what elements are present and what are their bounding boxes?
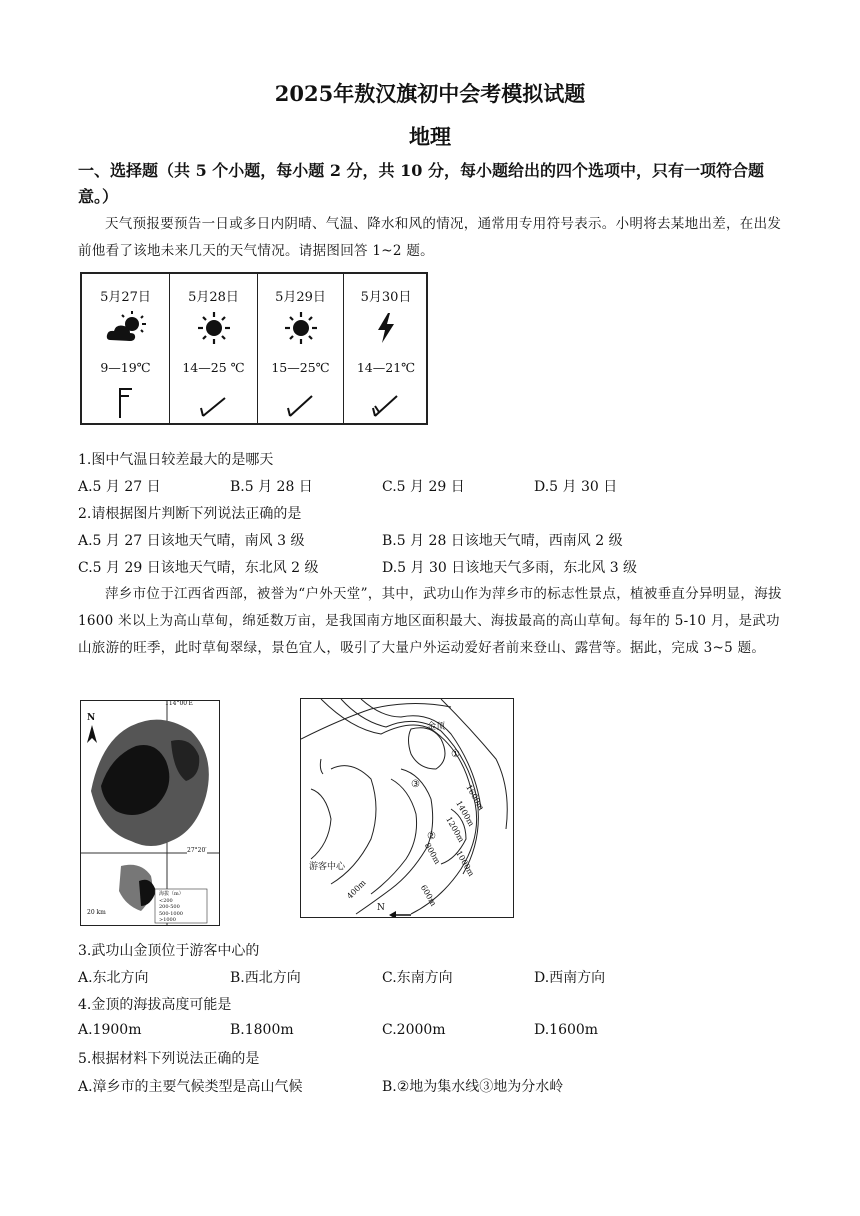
legend-title: 海拔（m）: [159, 891, 184, 897]
contour-label: 1600m: [464, 783, 486, 812]
q1-option-a[interactable]: A.5 月 27 日: [78, 479, 161, 495]
subject-title: 地理: [409, 124, 451, 149]
question-1: 1.图中气温日较差最大的是哪天: [78, 452, 274, 468]
weather-day-3: [258, 274, 344, 423]
map1-legend: [159, 891, 184, 924]
weather-temp: 15—25℃: [271, 360, 330, 375]
legend-item: >1000: [159, 917, 176, 923]
weather-temp: 14—21℃: [356, 360, 416, 375]
wind-symbol-icon: [286, 386, 316, 424]
weather-temp: 9—19℃: [100, 360, 151, 375]
wind-symbol-icon: [371, 386, 401, 424]
q5-option-b[interactable]: B.②地为集水线③地为分水岭: [382, 1079, 564, 1095]
partly-cloudy-icon: [104, 310, 148, 350]
legend-item: 500-1000: [159, 910, 183, 917]
map1-longitude: 114°00′E: [165, 700, 193, 707]
weather-date: 5月28日: [188, 290, 239, 305]
q2-option-d[interactable]: D.5 月 30 日该地天气多雨，东北风 3 级: [382, 560, 638, 576]
exam-title: 2025年敖汉旗初中会考模拟试题: [274, 81, 586, 106]
weather-date: 5月27日: [100, 290, 151, 305]
q2-option-a[interactable]: A.5 月 27 日该地天气晴，南风 3 级: [78, 533, 305, 549]
map2-north-label: N: [377, 903, 385, 913]
north-arrow-icon: [389, 905, 411, 918]
map1-scale: 20 km: [87, 909, 106, 916]
intro-wugong: 萍乡市位于江西省西部，被誉为“户外天堂”，其中，武功山作为萍乡市的标志性景点，植被垂直分异明显，海拔 1600 米以上为高山草甸，绵延数万亩，是我国南方地区面积最大、海拔最高的高山草甸。每年的 5-10 月，是武功山旅游的旺季，此时草甸翠绿，景色宜人，吸引了大量户外运动爱好者前来登山、露营等。据此，完成 3~5 题。: [78, 586, 782, 656]
weather-temp: 14—25 ℃: [182, 360, 245, 375]
contour-label: 1200m: [444, 815, 466, 844]
lightning-icon: [371, 310, 401, 350]
pingxiang-elevation-map: [80, 700, 220, 926]
wind-symbol-icon: [199, 386, 229, 424]
weather-table: [80, 272, 428, 425]
legend-item: <200: [159, 897, 173, 904]
map1-latitude: 27°20′: [187, 847, 207, 854]
section-heading: 一、选择题（共 5 个小题，每小题 2 分，共 10 分，每小题给出的四个选项中，只有一项符合题意。）: [78, 161, 764, 206]
weather-date: 5月30日: [360, 290, 412, 305]
q3-option-b[interactable]: B.西北方向: [230, 970, 301, 986]
q2-option-b[interactable]: B.5 月 28 日该地天气晴，西南风 2 级: [382, 533, 623, 549]
q4-option-b[interactable]: B.1800m: [230, 1022, 294, 1038]
north-arrow-icon: [87, 725, 97, 747]
map1-north-label: N: [87, 713, 96, 723]
weather-date: 5月29日: [275, 290, 326, 305]
q4-option-d[interactable]: D.1600m: [534, 1022, 599, 1038]
question-4: 4.金顶的海拔高度可能是: [78, 997, 232, 1013]
weather-day-1: [82, 274, 170, 423]
sun-icon: [281, 310, 321, 350]
q4-option-c[interactable]: C.2000m: [382, 1022, 446, 1038]
weather-day-4: [344, 274, 428, 423]
contour-label: 600m: [418, 883, 439, 908]
q1-option-d[interactable]: D.5 月 30 日: [534, 479, 618, 495]
question-2: 2.请根据图片判断下列说法正确的是: [78, 506, 302, 522]
contour-label: 1000m: [454, 849, 476, 878]
wind-symbol-icon: [114, 386, 138, 424]
contour-label: 1400m: [454, 799, 476, 828]
point-3-label: ③: [411, 779, 420, 790]
legend-item: 200-500: [159, 904, 180, 910]
contour-label: 400m: [345, 878, 368, 901]
point-1-label: ①: [451, 749, 460, 760]
q1-option-b[interactable]: B.5 月 28 日: [230, 479, 313, 495]
q3-option-c[interactable]: C.东南方向: [382, 970, 453, 986]
q5-option-a[interactable]: A.漳乡市的主要气候类型是高山气候: [78, 1079, 303, 1095]
point-2-label: ②: [427, 831, 436, 842]
q4-option-a[interactable]: A.1900m: [78, 1022, 142, 1038]
question-5: 5.根据材料下列说法正确的是: [78, 1051, 260, 1067]
contour-label: 800m: [422, 841, 443, 866]
q1-option-c[interactable]: C.5 月 29 日: [382, 479, 465, 495]
summit-label: 金顶: [427, 722, 446, 732]
q3-option-d[interactable]: D.西南方向: [534, 970, 606, 986]
question-3: 3.武功山金顶位于游客中心的: [78, 943, 260, 959]
sun-icon: [194, 310, 234, 350]
intro-weather: 天气预报要预告一日或多日内阴晴、气温、降水和风的情况，通常用专用符号表示。小明将去某地出差，在出发前他看了该地未来几天的天气情况。请据图回答 1~2 题。: [78, 216, 782, 259]
q2-option-c[interactable]: C.5 月 29 日该地天气晴，东北风 2 级: [78, 560, 319, 576]
wugong-contour-map: [300, 698, 514, 918]
q3-option-a[interactable]: A.东北方向: [78, 970, 149, 986]
visitor-center-label: 游客中心: [309, 862, 346, 872]
weather-day-2: [170, 274, 258, 423]
